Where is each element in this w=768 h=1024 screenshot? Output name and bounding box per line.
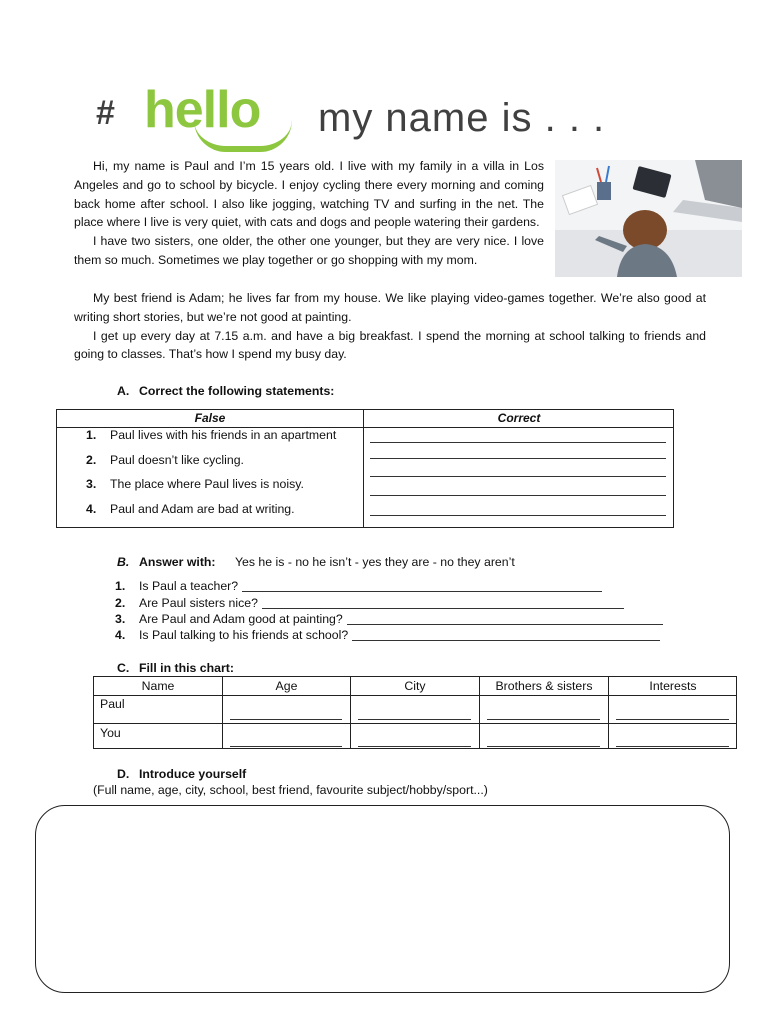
chart-line-you-city[interactable] [358,746,471,747]
statement-3: 3. The place where Paul lives is noisy. [86,477,304,491]
chart-col-siblings: Brothers & sisters [495,679,593,693]
chart-row-paul: Paul [100,697,125,711]
answer-options: Yes he is - no he isn’t - yes they are - no they aren’t [234,555,515,569]
chart-line-you-interests[interactable] [616,746,729,747]
section-c-title: Fill in this chart: [139,661,234,675]
chart-line-paul-interests[interactable] [616,719,729,720]
chart-col-city: City [404,679,426,693]
reading-text-top [74,157,544,270]
section-d-letter: D. [117,767,130,781]
answer-line-3[interactable] [370,476,666,477]
paragraph-1: Hi, my name is Paul and I’m 15 years old. I live with my family in a villa in Los Angeles and go to school by bicycle. I enjoy cycling there every morning and coming back home after school. I also like jogging, watching TV and surfing in the net. The place where I live is very quiet, with cats and dogs and people watering their gardens. [74,159,544,230]
question-3: 3. Are Paul and Adam good at painting? [115,612,663,626]
section-b-heading [117,555,515,569]
chart-line-paul-city[interactable] [358,719,471,720]
section-d-subheading: (Full name, age, city, school, best friend, favourite subject/hobby/sport...) [93,783,488,797]
answer-line-q3[interactable] [347,624,663,625]
section-d-heading [117,767,246,781]
chart-col-interests: Interests [649,679,697,693]
paragraph-3: My best friend is Adam; he lives far from my house. We like playing video-games together. We’re also good at writing short stories, but we’re not good at painting. [74,291,706,324]
chart-line-you-age[interactable] [230,746,342,747]
answer-line-1[interactable] [370,442,666,443]
answer-line-2[interactable] [370,458,666,459]
answer-line-4[interactable] [370,495,666,496]
column-false: False [194,411,226,425]
section-a-title: Correct the following statements: [139,384,335,398]
section-c-letter: C. [117,661,130,675]
chart-line-paul-age[interactable] [230,719,342,720]
chart-header-line [94,695,736,696]
section-d-title: Introduce yourself [139,767,247,781]
section-c-heading [117,661,234,675]
question-1: 1. Is Paul a teacher? [115,579,602,593]
introduce-yourself-box[interactable] [35,805,730,993]
section-b-letter: B. [117,555,130,569]
section-a-heading [117,384,334,398]
chart-col-name: Name [141,679,175,693]
section-b-title: Answer with: [139,555,216,569]
title-rest: my name is . . . [318,96,606,140]
chart-col-age: Age [275,679,298,693]
answer-line-5[interactable] [370,515,666,516]
chart-row-you: You [100,726,121,740]
reading-text-bottom [74,289,706,364]
fill-in-chart-table [93,676,737,749]
correct-statements-table [56,409,674,528]
answer-line-q1[interactable] [242,591,602,592]
answer-line-q4[interactable] [352,640,660,641]
chart-line-you-siblings[interactable] [487,746,600,747]
title-hash: # [96,94,115,132]
paragraph-4: I get up every day at 7.15 a.m. and have a big breakfast. I spend the morning at school talking to friends and going to classes. That’s how I spend my busy day. [74,328,706,362]
paragraph-2: I have two sisters, one older, the other one younger, but they are very nice. I love them so much. Sometimes we play together or go shopping with my mom. [74,234,544,267]
smile-icon [194,120,292,152]
column-correct: Correct [497,411,541,425]
chart-row-line [94,723,736,724]
statement-2: 2. Paul doesn’t like cycling. [86,453,244,467]
statement-1: 1. Paul lives with his friends in an apartment [86,428,337,442]
boy-at-desk-photo [555,160,742,277]
title-hello: hello [144,81,261,139]
question-2: 2. Are Paul sisters nice? [115,596,624,610]
question-4: 4. Is Paul talking to his friends at school? [115,628,660,642]
chart-line-paul-siblings[interactable] [487,719,600,720]
boy-at-desk-illustration [555,160,742,277]
worksheet-title [96,81,696,156]
statement-4: 4. Paul and Adam are bad at writing. [86,502,295,516]
section-a-letter: A. [117,384,130,398]
answer-line-q2[interactable] [262,608,624,609]
